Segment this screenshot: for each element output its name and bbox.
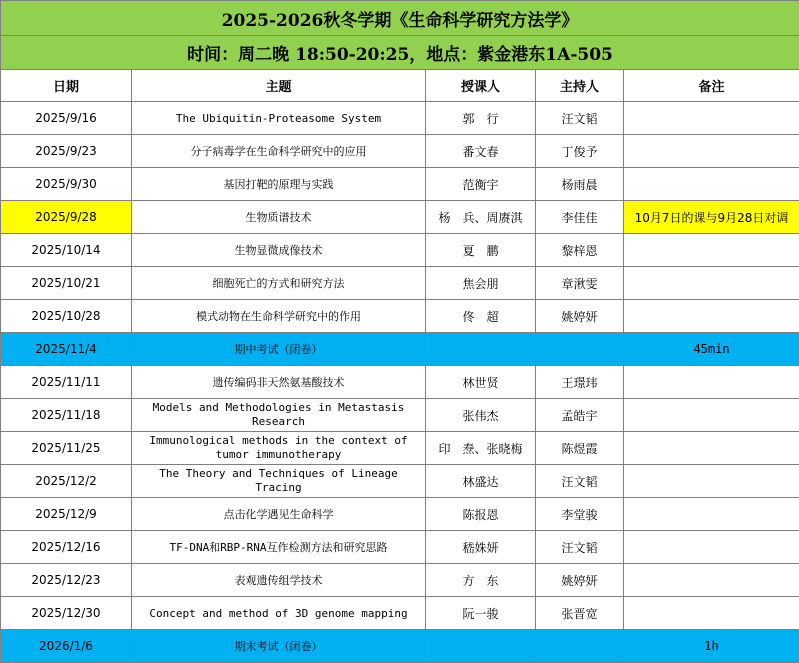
cell-date[interactable]: 2025/11/25 [1, 432, 132, 465]
cell-lecturer[interactable]: 杨 兵、周赓淇 [426, 201, 536, 234]
cell-lecturer[interactable]: 林盛达 [426, 465, 536, 498]
cell-date[interactable]: 2025/9/16 [1, 102, 132, 135]
cell-date[interactable]: 2025/9/30 [1, 168, 132, 201]
cell-lecturer[interactable]: 夏 鹏 [426, 234, 536, 267]
cell-topic[interactable]: 生物显微成像技术 [132, 234, 426, 267]
cell-note[interactable] [624, 399, 799, 432]
cell-date[interactable]: 2025/11/11 [1, 366, 132, 399]
cell-topic[interactable]: TF-DNA和RBP-RNA互作检测方法和研究思路 [132, 531, 426, 564]
table-row [1, 267, 799, 300]
header-lecturer[interactable]: 授课人 [426, 70, 536, 102]
cell-note[interactable] [624, 366, 799, 399]
table-row [1, 102, 799, 135]
cell-host[interactable]: 孟皓宇 [536, 399, 624, 432]
cell-lecturer[interactable] [426, 333, 536, 366]
cell-note[interactable] [624, 102, 799, 135]
cell-host[interactable] [536, 333, 624, 366]
cell-topic[interactable]: 基因打靶的原理与实践 [132, 168, 426, 201]
cell-lecturer[interactable] [426, 630, 536, 663]
cell-host[interactable]: 王璟玮 [536, 366, 624, 399]
cell-note[interactable] [624, 498, 799, 531]
cell-date[interactable]: 2025/10/28 [1, 300, 132, 333]
cell-topic[interactable]: 表观遗传组学技术 [132, 564, 426, 597]
cell-host[interactable]: 汪文韬 [536, 465, 624, 498]
cell-date[interactable]: 2025/11/18 [1, 399, 132, 432]
cell-host[interactable]: 陈煜霞 [536, 432, 624, 465]
table-row [1, 564, 799, 597]
cell-note[interactable] [624, 531, 799, 564]
cell-lecturer[interactable]: 陈报恩 [426, 498, 536, 531]
cell-date[interactable]: 2026/1/6 [1, 630, 132, 663]
header-topic[interactable]: 主题 [132, 70, 426, 102]
info-row [1, 36, 799, 70]
cell-note[interactable] [624, 465, 799, 498]
table-row [1, 300, 799, 333]
cell-topic[interactable]: The Ubiquitin-Proteasome System [132, 102, 426, 135]
cell-note[interactable]: 45min [624, 333, 799, 366]
table-row [1, 135, 799, 168]
cell-date[interactable]: 2025/10/14 [1, 234, 132, 267]
cell-lecturer[interactable]: 范衡宇 [426, 168, 536, 201]
table-row [1, 597, 799, 630]
cell-date[interactable]: 2025/12/30 [1, 597, 132, 630]
cell-note[interactable] [624, 432, 799, 465]
cell-host[interactable]: 姚婷妍 [536, 564, 624, 597]
cell-host[interactable] [536, 630, 624, 663]
cell-date[interactable]: 2025/9/23 [1, 135, 132, 168]
cell-topic[interactable]: Immunological methods in the context of tumor immunotherapy [132, 432, 426, 465]
cell-date[interactable]: 2025/12/23 [1, 564, 132, 597]
cell-lecturer[interactable]: 方 东 [426, 564, 536, 597]
cell-topic[interactable]: 期中考试（闭卷） [132, 333, 426, 366]
cell-host[interactable]: 杨雨晨 [536, 168, 624, 201]
cell-topic[interactable]: 生物质谱技术 [132, 201, 426, 234]
cell-date[interactable]: 2025/12/2 [1, 465, 132, 498]
cell-lecturer[interactable]: 张伟杰 [426, 399, 536, 432]
table-row [1, 498, 799, 531]
cell-lecturer[interactable]: 嵇姝妍 [426, 531, 536, 564]
cell-topic[interactable]: 点击化学遇见生命科学 [132, 498, 426, 531]
cell-host[interactable]: 张晋宽 [536, 597, 624, 630]
cell-note[interactable] [624, 135, 799, 168]
cell-note[interactable] [624, 564, 799, 597]
header-row [1, 70, 799, 102]
cell-topic[interactable]: 遗传编码非天然氨基酸技术 [132, 366, 426, 399]
cell-lecturer[interactable]: 焦会朋 [426, 267, 536, 300]
cell-host[interactable]: 章湫雯 [536, 267, 624, 300]
cell-lecturer[interactable]: 番文春 [426, 135, 536, 168]
cell-topic[interactable]: The Theory and Techniques of Lineage Tracing [132, 465, 426, 498]
cell-topic[interactable]: Concept and method of 3D genome mapping [132, 597, 426, 630]
cell-host[interactable]: 李堂骏 [536, 498, 624, 531]
cell-date[interactable]: 2025/12/16 [1, 531, 132, 564]
table-row [1, 531, 799, 564]
header-note[interactable]: 备注 [624, 70, 799, 102]
table-row [1, 399, 799, 432]
cell-date[interactable]: 2025/10/21 [1, 267, 132, 300]
cell-lecturer[interactable]: 阮一骏 [426, 597, 536, 630]
cell-host[interactable]: 黎梓恩 [536, 234, 624, 267]
cell-note[interactable] [624, 597, 799, 630]
cell-date[interactable]: 2025/9/28 [1, 201, 132, 234]
table-row [1, 630, 799, 663]
cell-note[interactable] [624, 267, 799, 300]
cell-note[interactable]: 10月7日的课与9月28日对调 [624, 201, 799, 234]
cell-topic[interactable]: 细胞死亡的方式和研究方法 [132, 267, 426, 300]
time-location-info: 时间：周二晚 18:50-20:25，地点：紫金港东1A-505 [1, 36, 799, 70]
cell-note[interactable] [624, 168, 799, 201]
cell-host[interactable]: 汪文韬 [536, 531, 624, 564]
table-row [1, 168, 799, 201]
cell-lecturer[interactable]: 林世贤 [426, 366, 536, 399]
cell-lecturer[interactable]: 佟 超 [426, 300, 536, 333]
cell-note[interactable] [624, 234, 799, 267]
cell-topic[interactable]: Models and Methodologies in Metastasis Research [132, 399, 426, 432]
cell-lecturer[interactable]: 印 焘、张晓梅 [426, 432, 536, 465]
table-row [1, 432, 799, 465]
header-date[interactable]: 日期 [1, 70, 132, 102]
cell-topic[interactable]: 模式动物在生命科学研究中的作用 [132, 300, 426, 333]
cell-note[interactable]: 1h [624, 630, 799, 663]
table-row [1, 333, 799, 366]
table-row [1, 366, 799, 399]
cell-host[interactable]: 丁俊予 [536, 135, 624, 168]
table-row [1, 201, 799, 234]
cell-date[interactable]: 2025/11/4 [1, 333, 132, 366]
header-host[interactable]: 主持人 [536, 70, 624, 102]
table-row [1, 465, 799, 498]
sheet-title: 2025-2026秋冬学期《生命科学研究方法学》 [1, 1, 799, 36]
cell-topic[interactable]: 期末考试（闭卷） [132, 630, 426, 663]
title-row [1, 1, 799, 36]
cell-note[interactable] [624, 300, 799, 333]
table-row [1, 234, 799, 267]
cell-date[interactable]: 2025/12/9 [1, 498, 132, 531]
cell-lecturer[interactable]: 郭 行 [426, 102, 536, 135]
cell-host[interactable]: 汪文韬 [536, 102, 624, 135]
cell-topic[interactable]: 分子病毒学在生命科学研究中的应用 [132, 135, 426, 168]
cell-host[interactable]: 李佳佳 [536, 201, 624, 234]
cell-host[interactable]: 姚婷妍 [536, 300, 624, 333]
